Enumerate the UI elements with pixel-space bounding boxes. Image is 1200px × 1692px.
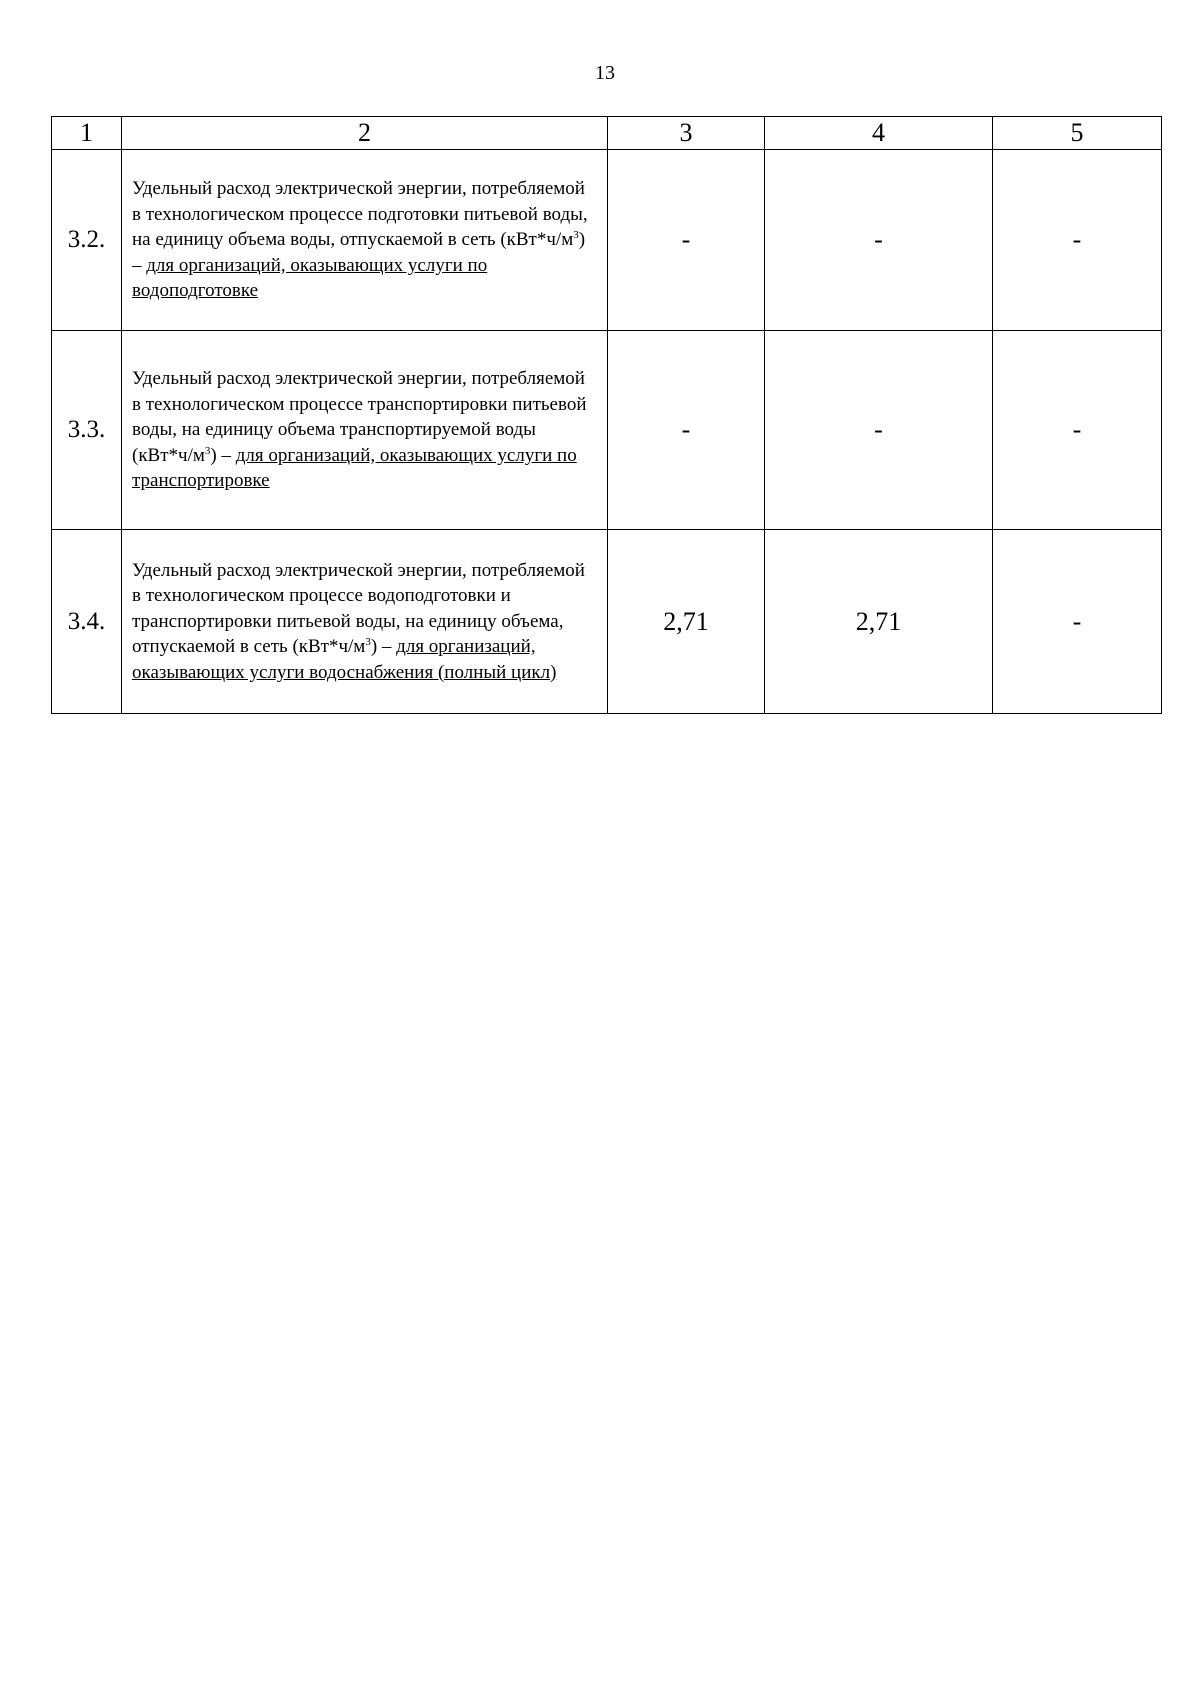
superscript: 3 xyxy=(204,444,211,457)
table-row xyxy=(52,331,1162,530)
cell-col3: 2,71 xyxy=(608,530,765,714)
column-header-2: 2 xyxy=(122,117,608,150)
row-description xyxy=(122,530,608,714)
page-number: 13 xyxy=(595,62,615,84)
row-number: 3.4. xyxy=(52,530,122,714)
row-description xyxy=(122,150,608,331)
table-row xyxy=(52,530,1162,714)
row-description xyxy=(122,331,608,530)
column-header-1: 1 xyxy=(52,117,122,150)
row-number: 3.2. xyxy=(52,150,122,331)
description-dash: ) – xyxy=(210,444,236,466)
table-header-row xyxy=(52,117,1162,150)
cell-col5: - xyxy=(993,331,1162,530)
table-row xyxy=(52,150,1162,331)
description-underlined: для организаций, оказывающих услуги водоснабжения (полный цикл) xyxy=(132,636,557,683)
description-text: Удельный расход электрической энергии, потребляемой в технологическом процессе подготовки питьевой воды, на единицу объема воды, отпускаемой в сеть (кВт*ч/м xyxy=(132,178,588,251)
cell-col4: - xyxy=(765,331,993,530)
description-underlined: для организаций, оказывающих услуги по водоподготовке xyxy=(132,254,488,302)
indicators-table xyxy=(51,116,1162,714)
description-dash: ) – xyxy=(370,636,397,658)
cell-col3: - xyxy=(608,150,765,331)
superscript: 3 xyxy=(573,229,579,242)
description-underlined: для организаций, оказывающих услуги по транспортировке xyxy=(132,444,577,492)
description-dash: ) – xyxy=(132,229,586,276)
description-text: Удельный расход электрической энергии, потребляемой в технологическом процессе транспортировки питьевой воды, на единицу объема транспортируемой воды (кВт*ч/м xyxy=(132,368,587,466)
description-text: Удельный расход электрической энергии, потребляемой в технологическом процессе водоподготовки и транспортировки питьевой воды, на единицу объема, отпускаемой в сеть (кВт*ч/м xyxy=(132,559,585,658)
column-header-4: 4 xyxy=(765,117,993,150)
cell-col4: 2,71 xyxy=(765,530,993,714)
cell-col5: - xyxy=(993,150,1162,331)
column-header-5: 5 xyxy=(993,117,1162,150)
cell-col5: - xyxy=(993,530,1162,714)
row-number: 3.3. xyxy=(52,331,122,530)
cell-col4: - xyxy=(765,150,993,331)
superscript: 3 xyxy=(365,636,371,649)
column-header-3: 3 xyxy=(608,117,765,150)
cell-col3: - xyxy=(608,331,765,530)
